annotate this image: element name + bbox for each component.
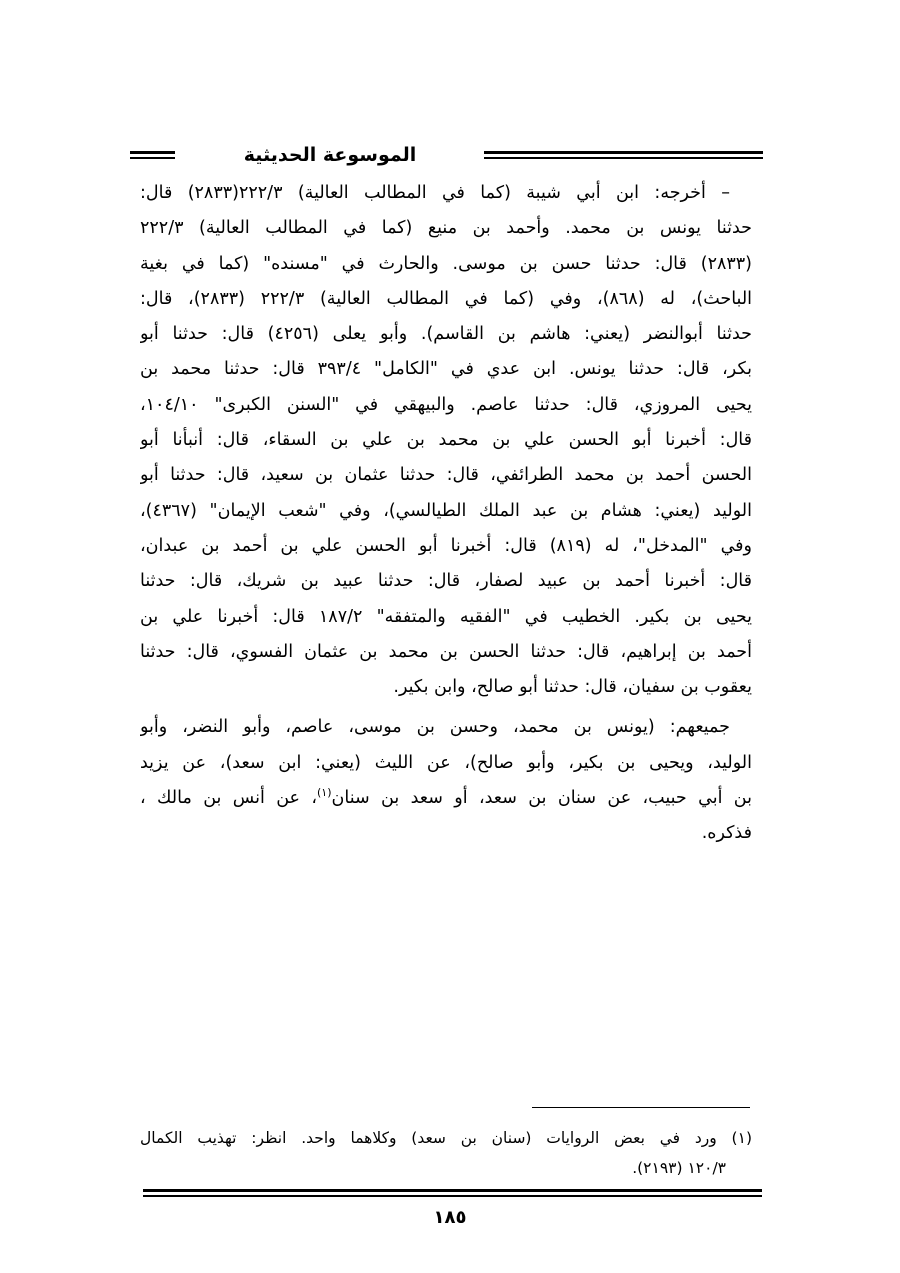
text-line: حدثنا يونس بن محمد. وأحمد بن منيع (كما في المطالب العالية) ٢٢٢/٣	[140, 218, 752, 239]
text-line: الباحث)، له (٨٦٨)، وفي (كما في المطالب العالية) ٢٢٢/٣ (٢٨٣٣)، قال:	[140, 288, 752, 309]
footer-rule	[143, 1189, 762, 1197]
text-line: قال: أخبرنا أبو الحسن علي بن محمد بن علي بن السقاء، قال: أنبأنا أبو	[140, 430, 752, 451]
text-line: أحمد بن إبراهيم، قال: حدثنا الحسن بن محمد بن عثمان الفسوي، قال: حدثنا	[140, 641, 752, 662]
text-line: يحيى بن بكير. الخطيب في "الفقيه والمتفقه" ١٨٧/٢ قال: أخبرنا علي بن	[140, 606, 752, 627]
text-line: يعقوب بن سفيان، قال: حدثنا أبو صالح، وابن بكير.	[393, 677, 752, 698]
footnote	[140, 1123, 752, 1183]
text-line: الوليد، ويحيى بن بكير، وأبو صالح)، عن الليث (يعني: ابن سعد)، عن يزيد	[140, 752, 752, 773]
header-rule-left	[130, 151, 175, 159]
footnote-separator	[532, 1107, 750, 1108]
text-line: بكر، قال: حدثنا يونس. ابن عدي في "الكامل" ٣٩٣/٤ قال: حدثنا محمد بن	[140, 359, 752, 380]
running-header	[130, 140, 763, 170]
text-line: قال: أخبرنا أحمد بن عبيد لصفار، قال: حدثنا عبيد بن شريك، قال: حدثنا	[140, 571, 752, 592]
header-rule-right	[484, 151, 763, 159]
text-line	[140, 781, 752, 816]
text-line: – أخرجه: ابن أبي شيبة (كما في المطالب العالية) ٢٢٢/٣(٢٨٣٣) قال:	[140, 183, 730, 203]
footnote-ref: (١)	[317, 786, 332, 800]
text-line: يحيى المروزي، قال: حدثنا عاصم. والبيهقي في "السنن الكبرى" ١٠٤/١٠،	[140, 394, 752, 415]
text-segment: ، عن أنس بن مالك ،	[140, 788, 317, 809]
text-line: وفي "المدخل"، له (٨١٩) قال: أخبرنا أبو الحسن علي بن أحمد بن عبدان،	[140, 535, 752, 556]
footnote-line: (١) ورد في بعض الروايات (سنان بن سعد) وكلاهما واحد. انظر: تهذيب الكمال	[140, 1129, 752, 1147]
text-line: (٢٨٣٣) قال: حدثنا حسن بن موسى. والحارث في "مسنده" (كما في بغية	[140, 253, 752, 274]
text-segment: بن أبي حبيب، عن سنان بن سعد، أو سعد بن سنان	[331, 788, 752, 809]
header-title: الموسوعة الحديثية	[243, 144, 417, 166]
text-line: الحسن أحمد بن محمد الطرائفي، قال: حدثنا عثمان بن سعيد، قال: حدثنا أبو	[140, 465, 752, 486]
page-number: ١٨٥	[433, 1207, 467, 1228]
text-line: فذكره.	[701, 823, 752, 844]
text-line: جميعهم: (يونس بن محمد، وحسن بن موسى، عاصم، وأبو النضر، وأبو	[140, 717, 730, 738]
text-line: الوليد (يعني: هشام بن عبد الملك الطيالسي)، وفي "شعب الإيمان" (٤٣٦٧)،	[140, 500, 752, 521]
text-line: حدثنا أبوالنضر (يعني: هاشم بن القاسم). وأبو يعلى (٤٢٥٦) قال: حدثنا أبو	[140, 324, 752, 345]
main-text	[140, 176, 752, 852]
footnote-line: ١٢٠/٣ (٢١٩٣).	[632, 1159, 726, 1177]
